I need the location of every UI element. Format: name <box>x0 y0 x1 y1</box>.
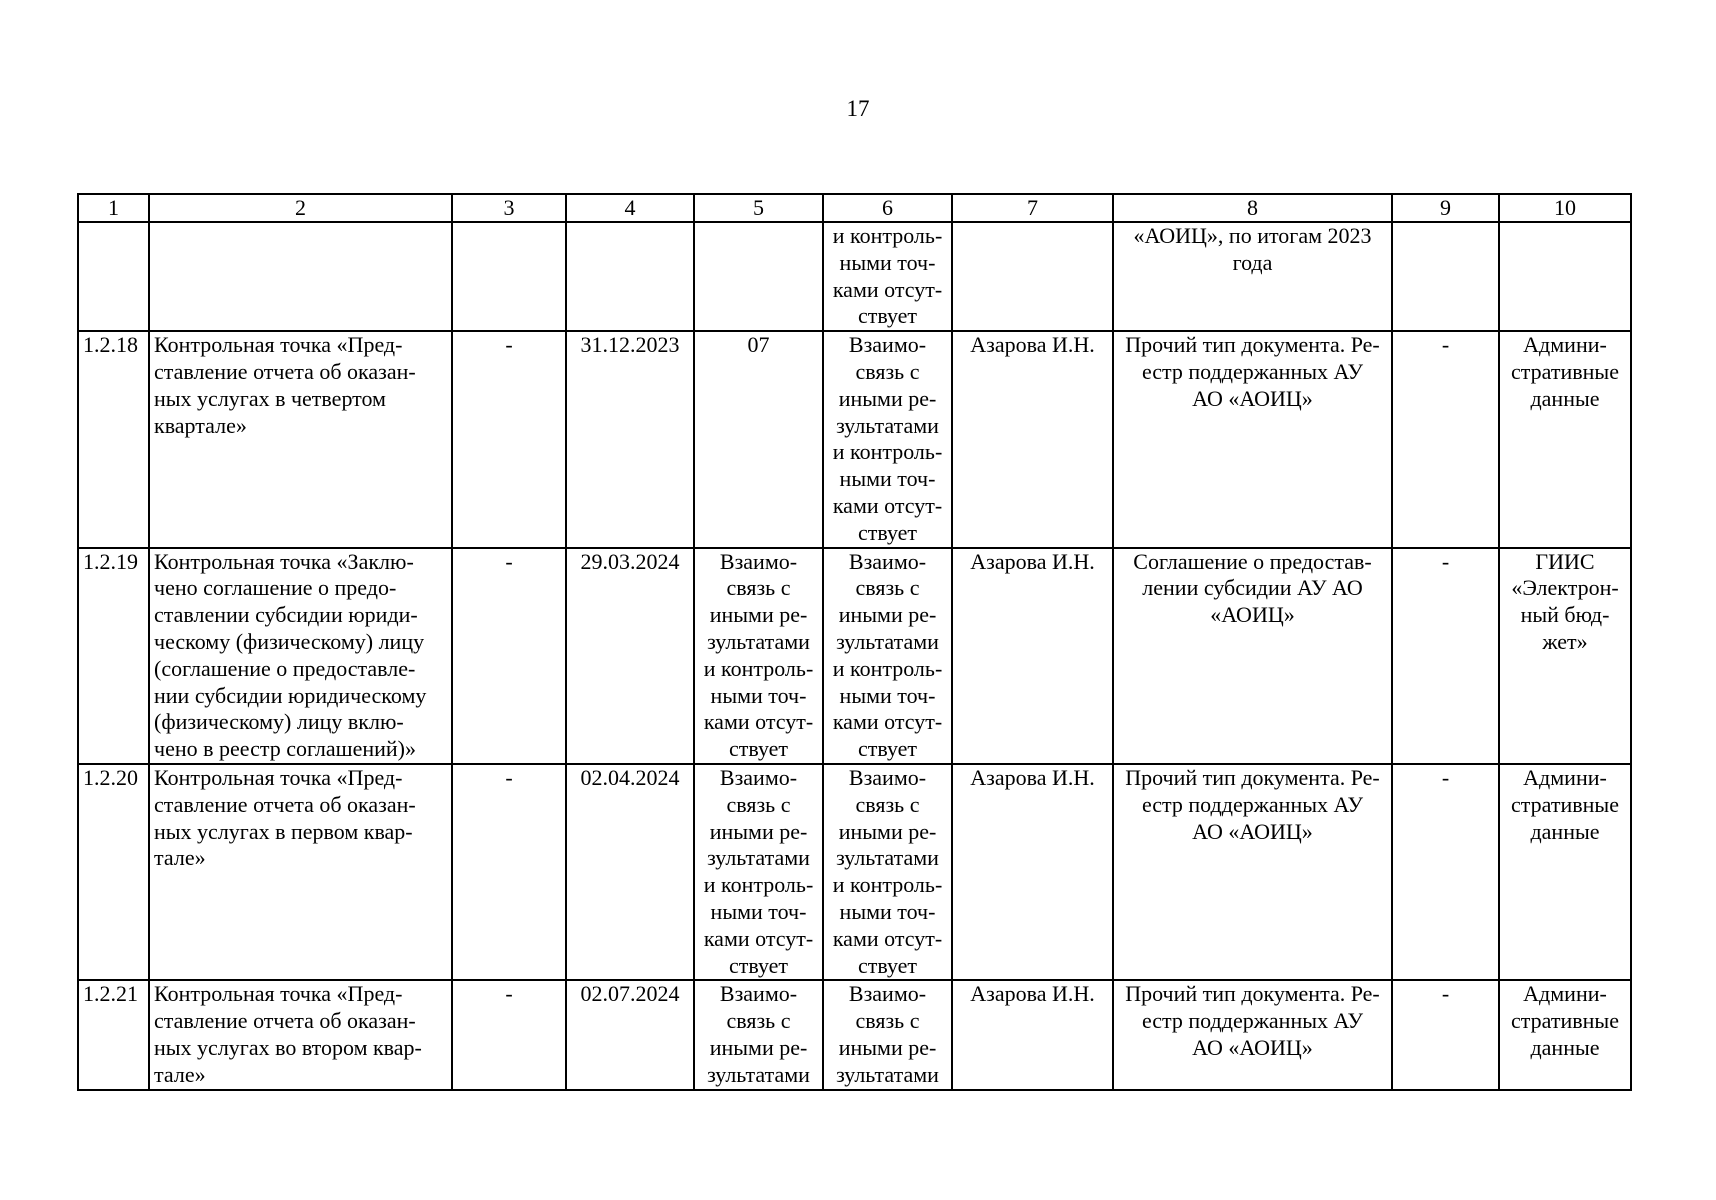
cell-col5: Взаимо- связь с иными ре- зультатами и контроль- ными точ- ками отсут- ствует <box>694 764 823 980</box>
cell-num: 1.2.18 <box>78 331 149 547</box>
table-row <box>78 764 1631 980</box>
cell-num: 1.2.20 <box>78 764 149 980</box>
table-row <box>78 980 1631 1089</box>
cell-date: 02.07.2024 <box>566 980 694 1089</box>
column-header-2: 2 <box>149 194 452 222</box>
cell-name: Контрольная точка «Заклю- чено соглашение о предо- ставлении субсидии юриди- ческому (физическому) лицу (соглашение о предоставле- нии субсидии юридическому (физическому) лицу вклю- чено в реестр соглашений)» <box>149 548 452 764</box>
page-number: 17 <box>846 96 870 121</box>
column-header-8: 8 <box>1113 194 1392 222</box>
cell-col3: - <box>452 548 566 764</box>
cell-name <box>149 222 452 331</box>
control-points-table <box>77 193 1632 1091</box>
cell-source: Админи- стративные данные <box>1499 331 1631 547</box>
cell-num <box>78 222 149 331</box>
cell-responsible: Азарова И.Н. <box>952 980 1113 1089</box>
cell-source: Админи- стративные данные <box>1499 980 1631 1089</box>
cell-col6: Взаимо- связь с иными ре- зультатами и контроль- ными точ- ками отсут- ствует <box>823 764 952 980</box>
column-header-6: 6 <box>823 194 952 222</box>
cell-num: 1.2.19 <box>78 548 149 764</box>
cell-col3: - <box>452 980 566 1089</box>
cell-col9: - <box>1392 764 1499 980</box>
cell-col9: - <box>1392 548 1499 764</box>
cell-date: 02.04.2024 <box>566 764 694 980</box>
cell-date: 31.12.2023 <box>566 331 694 547</box>
cell-col9: - <box>1392 331 1499 547</box>
table-row <box>78 548 1631 764</box>
cell-col6: Взаимо- связь с иными ре- зультатами <box>823 980 952 1089</box>
cell-responsible <box>952 222 1113 331</box>
cell-col5 <box>694 222 823 331</box>
cell-responsible: Азарова И.Н. <box>952 764 1113 980</box>
cell-col6: и контроль- ными точ- ками отсут- ствует <box>823 222 952 331</box>
column-header-3: 3 <box>452 194 566 222</box>
table-row <box>78 222 1631 331</box>
cell-col9 <box>1392 222 1499 331</box>
cell-num: 1.2.21 <box>78 980 149 1089</box>
cell-document: Прочий тип документа. Ре- естр поддержанных АУ АО «АОИЦ» <box>1113 331 1392 547</box>
column-header-5: 5 <box>694 194 823 222</box>
cell-responsible: Азарова И.Н. <box>952 548 1113 764</box>
column-header-1: 1 <box>78 194 149 222</box>
cell-name: Контрольная точка «Пред- ставление отчета об оказан- ных услугах во втором квар- тале» <box>149 980 452 1089</box>
cell-col3: - <box>452 331 566 547</box>
cell-document: «АОИЦ», по итогам 2023 года <box>1113 222 1392 331</box>
column-header-9: 9 <box>1392 194 1499 222</box>
header-row <box>78 194 1631 222</box>
cell-source: ГИИС «Электрон- ный бюд- жет» <box>1499 548 1631 764</box>
cell-col5: Взаимо- связь с иными ре- зультатами <box>694 980 823 1089</box>
cell-document: Прочий тип документа. Ре- естр поддержанных АУ АО «АОИЦ» <box>1113 980 1392 1089</box>
cell-document: Прочий тип документа. Ре- естр поддержанных АУ АО «АОИЦ» <box>1113 764 1392 980</box>
column-header-7: 7 <box>952 194 1113 222</box>
cell-col6: Взаимо- связь с иными ре- зультатами и контроль- ными точ- ками отсут- ствует <box>823 331 952 547</box>
cell-responsible: Азарова И.Н. <box>952 331 1113 547</box>
cell-col3: - <box>452 764 566 980</box>
cell-col9: - <box>1392 980 1499 1089</box>
cell-source <box>1499 222 1631 331</box>
column-header-4: 4 <box>566 194 694 222</box>
column-header-10: 10 <box>1499 194 1631 222</box>
cell-document: Соглашение о предостав- лении субсидии АУ АО «АОИЦ» <box>1113 548 1392 764</box>
cell-date <box>566 222 694 331</box>
cell-col3 <box>452 222 566 331</box>
cell-col6: Взаимо- связь с иными ре- зультатами и контроль- ными точ- ками отсут- ствует <box>823 548 952 764</box>
cell-name: Контрольная точка «Пред- ставление отчета об оказан- ных услугах в первом квар- тале» <box>149 764 452 980</box>
cell-col5: Взаимо- связь с иными ре- зультатами и контроль- ными точ- ками отсут- ствует <box>694 548 823 764</box>
cell-name: Контрольная точка «Пред- ставление отчета об оказан- ных услугах в четвертом квартале» <box>149 331 452 547</box>
table-row <box>78 331 1631 547</box>
cell-source: Админи- стративные данные <box>1499 764 1631 980</box>
cell-col5: 07 <box>694 331 823 547</box>
cell-date: 29.03.2024 <box>566 548 694 764</box>
